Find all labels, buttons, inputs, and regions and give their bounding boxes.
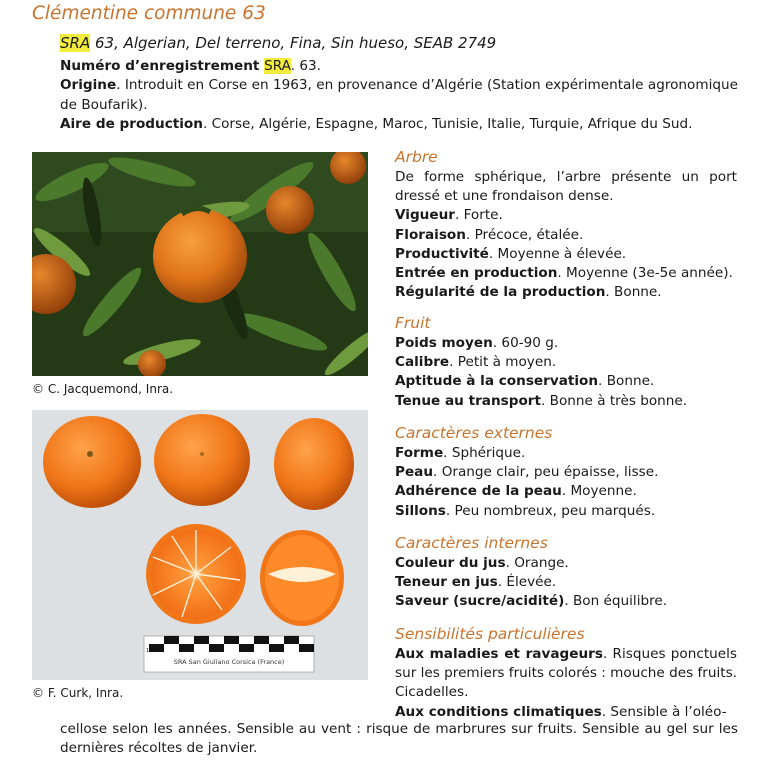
section-heading: Sensibilités particulières	[395, 625, 585, 643]
section-heading: Caractères externes	[395, 424, 553, 442]
sra-highlight: SRA	[264, 58, 291, 74]
climate-line: Aux conditions climatiques. Sensible à l’oléo-	[395, 703, 727, 720]
tree-photo	[32, 152, 368, 376]
section-heading: Caractères internes	[395, 534, 548, 552]
section-caracteres-externes: Caractères externes Forme. Sphérique. Peau. Orange clair, peu épaisse, lisse. Adhérence de la peau. Moyenne. Sillons. Peu nombreux, peu marqués.	[395, 424, 737, 521]
section-arbre: Arbre De forme sphérique, l’arbre présente un port dressé et une frondaison dense. Vigueur. Forte. Floraison. Précoce, étalée. Productivité. Moyenne à élevée. Entrée en production. Moyenne (3e-5e année). Régularité de la production. Bonne.	[395, 148, 737, 301]
fruits-photo	[32, 410, 368, 680]
origin-line: Origine. Introduit en Corse en 1963, en provenance d’Algérie (Station expérimentale agronomique de Boufarik).	[60, 77, 738, 113]
production-area-line: Aire de production. Corse, Algérie, Espagne, Maroc, Tunisie, Italie, Turquie, Afrique du Sud.	[60, 115, 693, 132]
synonyms-text: 63, Algerian, Del terreno, Fina, Sin hueso, SEAB 2749	[90, 34, 497, 52]
scale-unit: 1 cm	[146, 648, 159, 654]
section-sensibilites	[395, 625, 737, 722]
registration-line: Numéro d’enregistrement SRA. 63.	[60, 58, 321, 74]
sra-highlight: SRA	[60, 34, 91, 52]
intro-block	[60, 57, 738, 134]
fruits-photo-caption: © F. Curk, Inra.	[32, 686, 124, 700]
section-heading: Fruit	[395, 314, 431, 332]
scale-label: SRA San Giuliano Corsica (France)	[173, 658, 285, 666]
variety-title: Clémentine commune 63	[32, 3, 266, 24]
section-fruit: Fruit Poids moyen. 60-90 g. Calibre. Petit à moyen. Aptitude à la conservation. Bonne. Tenue au transport. Bonne à très bonne.	[395, 314, 737, 411]
pests-line: Aux maladies et ravageurs. Risques ponctuels sur les premiers fruits colorés : mouche des fruits. Cicadelles.	[395, 646, 737, 701]
synonyms-line	[60, 34, 496, 52]
climate-continued: cellose selon les années. Sensible au vent : risque de marbrures sur fruits. Sensible au gel sur les dernières récoltes de janvier.	[60, 721, 738, 757]
section-heading: Arbre	[395, 148, 438, 166]
tree-photo-caption: © C. Jacquemond, Inra.	[32, 382, 174, 396]
section-caracteres-internes: Caractères internes Couleur du jus. Orange. Teneur en jus. Élevée. Saveur (sucre/acidité). Bon équilibre.	[395, 534, 737, 612]
arbre-description: De forme sphérique, l’arbre présente un port dressé et une frondaison dense.	[395, 169, 737, 205]
